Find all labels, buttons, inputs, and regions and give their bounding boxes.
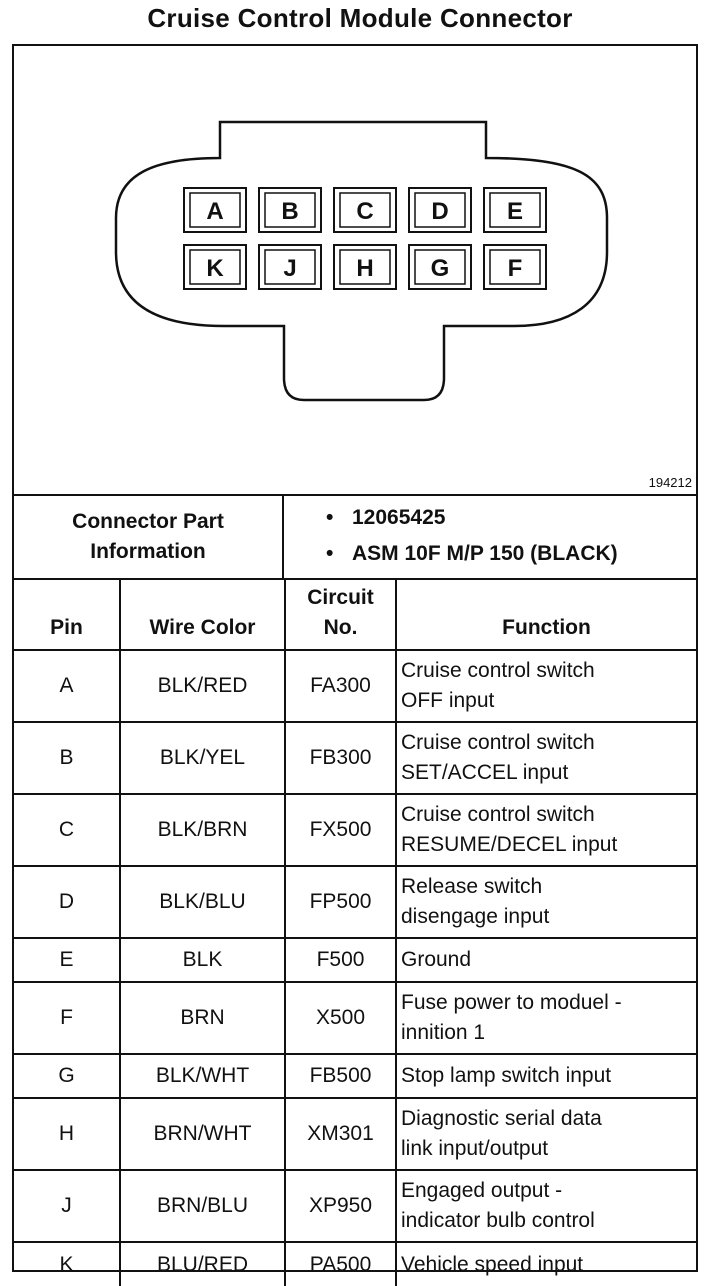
function-line: indicator bulb control [401,1209,595,1232]
table-row [14,1054,696,1098]
connector-pin-label: A [206,198,224,225]
header-circuit-no [285,578,396,650]
circuit-cell: PA500 [285,1242,396,1286]
pin-cell: B [14,722,120,794]
part-info-label-line2: Information [90,540,206,563]
wire-color-cell: BLK [120,938,285,982]
circuit-cell: FA300 [285,650,396,722]
pin-cell: H [14,1098,120,1170]
function-cell [396,722,696,794]
function-line: Cruise control switch [401,731,595,754]
connector-pin-label: H [356,255,374,282]
part-number: 12065425 [352,506,446,529]
function-line: link input/output [401,1137,549,1160]
table-row [14,1242,696,1286]
circuit-cell: FP500 [285,866,396,938]
function-line: Stop lamp switch input [401,1064,612,1087]
function-cell [396,1098,696,1170]
table-row [14,722,696,794]
function-cell [396,982,696,1054]
table-row [14,794,696,866]
function-line: Fuse power to moduel - [401,991,622,1014]
function-line: Cruise control switch [401,659,595,682]
part-number-item [284,500,696,536]
wire-color-cell: BLK/RED [120,650,285,722]
function-line: Engaged output - [401,1179,563,1202]
circuit-cell: FB500 [285,1054,396,1098]
function-line: SET/ACCEL input [401,761,569,784]
header-circuit-line1: Circuit [307,586,374,609]
pin-cell: G [14,1054,120,1098]
connector-diagram [14,46,696,496]
wire-color-cell: BRN/BLU [120,1170,285,1242]
part-info-values [284,500,696,572]
function-cell [396,650,696,722]
pin-cell: C [14,794,120,866]
connector-pin-label: D [431,198,449,225]
function-cell [396,1242,696,1286]
wire-color-cell: BLK/WHT [120,1054,285,1098]
part-info-label-line1: Connector Part [72,510,224,533]
pin-cell: D [14,866,120,938]
connector-pin-label: J [283,255,297,282]
header-function: Function [396,578,696,650]
function-cell [396,866,696,938]
pin-table [14,578,696,1286]
connector-pin-label: G [430,255,450,282]
header-pin: Pin [14,578,120,650]
wire-color-cell: BLK/YEL [120,722,285,794]
bullet-icon: • [326,506,334,529]
pin-cell: F [14,982,120,1054]
function-cell [396,938,696,982]
connector-part-information [14,496,696,580]
function-line: Cruise control switch [401,803,595,826]
assembly-item [284,536,696,572]
table-row [14,938,696,982]
figure-number: 194212 [648,475,692,490]
header-circuit-line2: No. [323,616,358,639]
circuit-cell: FB300 [285,722,396,794]
pin-cell: J [14,1170,120,1242]
function-line: Vehicle speed input [401,1252,584,1276]
function-line: Ground [401,948,472,971]
function-cell [396,1170,696,1242]
wire-color-cell: BLK/BLU [120,866,285,938]
table-row [14,1098,696,1170]
wire-color-cell: BLK/BRN [120,794,285,866]
circuit-cell: FX500 [285,794,396,866]
connector-pin-label: F [507,255,523,282]
function-line: innition 1 [401,1021,486,1044]
function-line: OFF input [401,689,495,712]
wire-color-cell: BRN/WHT [120,1098,285,1170]
wire-color-cell: BLU/RED [120,1242,285,1286]
wire-color-cell: BRN [120,982,285,1054]
pin-cell: E [14,938,120,982]
part-info-label [14,496,284,578]
table-row [14,1170,696,1242]
connector-pin-label: C [356,198,374,225]
table-row [14,982,696,1054]
table-row [14,866,696,938]
table-header-row [14,578,696,650]
table-row [14,650,696,722]
circuit-cell: XP950 [285,1170,396,1242]
function-line: disengage input [401,905,550,928]
header-wire-color: Wire Color [120,578,285,650]
page-title: Cruise Control Module Connector [147,3,573,33]
circuit-cell: XM301 [285,1098,396,1170]
pin-cell: K [14,1242,120,1286]
pin-cell: A [14,650,120,722]
assembly-description: ASM 10F M/P 150 (BLACK) [352,542,618,565]
function-line: RESUME/DECEL input [401,833,618,856]
function-cell [396,1054,696,1098]
connector-pin-label: B [281,198,299,225]
function-cell [396,794,696,866]
function-line: Release switch [401,875,543,898]
circuit-cell: F500 [285,938,396,982]
connector-pin-label: K [206,255,224,282]
circuit-cell: X500 [285,982,396,1054]
connector-outline-graphic [14,46,696,494]
bullet-icon: • [326,542,334,565]
pin-table-body [14,650,696,1286]
connector-chart-frame [12,44,698,1276]
function-line: Diagnostic serial data [401,1107,602,1130]
connector-pin-label: E [506,198,524,225]
